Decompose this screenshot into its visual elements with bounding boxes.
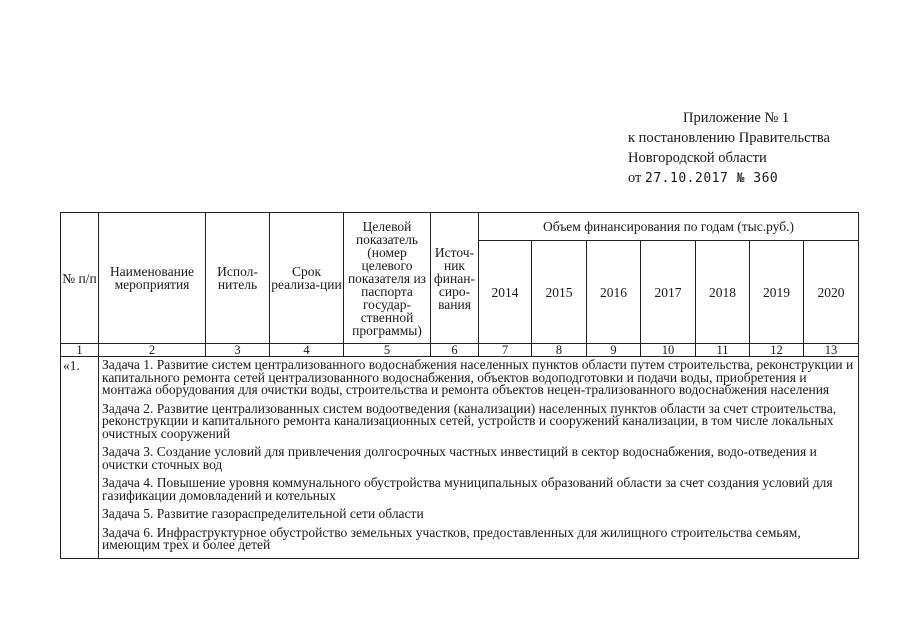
task-item: Задача 4. Повышение уровня коммунального обустройства муниципальных образований области за счет создания условий для газификации домовладений и котельных (102, 475, 833, 503)
appendix-date-prefix: от (628, 170, 642, 186)
column-number: 10 (641, 344, 696, 357)
task-item: Задача 1. Развитие систем централизованного водоснабжения населенных пунктов области путем строительства, реконструкции и капитального ремонта сетей централизованного водоснабжения, объектов водоподготовки и подачи воды, приобретения и монтажа оборудования для очистки воды, строительства и ремонта объектов нецен-трализованного водоснабжения населения (102, 357, 854, 397)
column-number: 7 (479, 344, 532, 357)
tasks-cell (99, 357, 859, 559)
table-row (61, 357, 859, 559)
column-number: 8 (532, 344, 587, 357)
column-number-row (61, 344, 859, 357)
column-number: 9 (587, 344, 641, 357)
task-item: Задача 5. Развитие газораспределительной сети области (102, 506, 424, 521)
header-year: 2018 (696, 241, 750, 344)
appendix-date-value: 27.10.2017 № 360 (645, 171, 779, 186)
header-year: 2015 (532, 241, 587, 344)
column-number: 6 (431, 344, 479, 357)
header-year: 2014 (479, 241, 532, 344)
column-number: 13 (804, 344, 859, 357)
header-year: 2016 (587, 241, 641, 344)
column-number: 1 (61, 344, 99, 357)
appendix-date-line (628, 168, 830, 189)
appendix-region-line: Новгородской области (628, 150, 767, 166)
header-source: Источ-ник финан-сиро-вания (431, 213, 479, 344)
row-number: «1. (61, 357, 99, 559)
column-number: 5 (344, 344, 431, 357)
task-item: Задача 2. Развитие централизованных систем водоотведения (канализации) населенных пунктов области за счет строительства, реконструкции и капитального ремонта канализационных сетей, устройств и сооружений канализации, в том числе локальных очистных сооружений (102, 400, 837, 441)
task-item: Задача 6. Инфраструктурное обустройство земельных участков, предоставленных для жилищного строительства семьям, имеющим трех и более детей (102, 524, 801, 552)
task-item: Задача 3. Создание условий для привлечения долгосрочных частных инвестиций в сектор водоснабжения, водо-отведения и очистки сточных вод (102, 444, 817, 472)
header-name: Наименование мероприятия (99, 213, 206, 344)
header-year: 2020 (804, 241, 859, 344)
column-number: 4 (270, 344, 344, 357)
column-number: 3 (206, 344, 270, 357)
header-target: Целевой показатель (номер целевого показателя из паспорта государ-ственной программы) (344, 213, 431, 344)
column-number: 12 (750, 344, 804, 357)
column-number: 11 (696, 344, 750, 357)
header-executor: Испол-нитель (206, 213, 270, 344)
header-term: Срок реализа-ции (270, 213, 344, 344)
appendix-resolution-line: к постановлению Правительства (628, 130, 830, 146)
header-num: № п/п (61, 213, 99, 344)
appendix-title: Приложение № 1 (683, 110, 790, 126)
header-year: 2019 (750, 241, 804, 344)
header-year: 2017 (641, 241, 696, 344)
column-number: 2 (99, 344, 206, 357)
appendix-block (628, 108, 830, 189)
financing-table (60, 212, 859, 559)
header-financing: Объем финансирования по годам (тыс.руб.) (479, 213, 859, 241)
